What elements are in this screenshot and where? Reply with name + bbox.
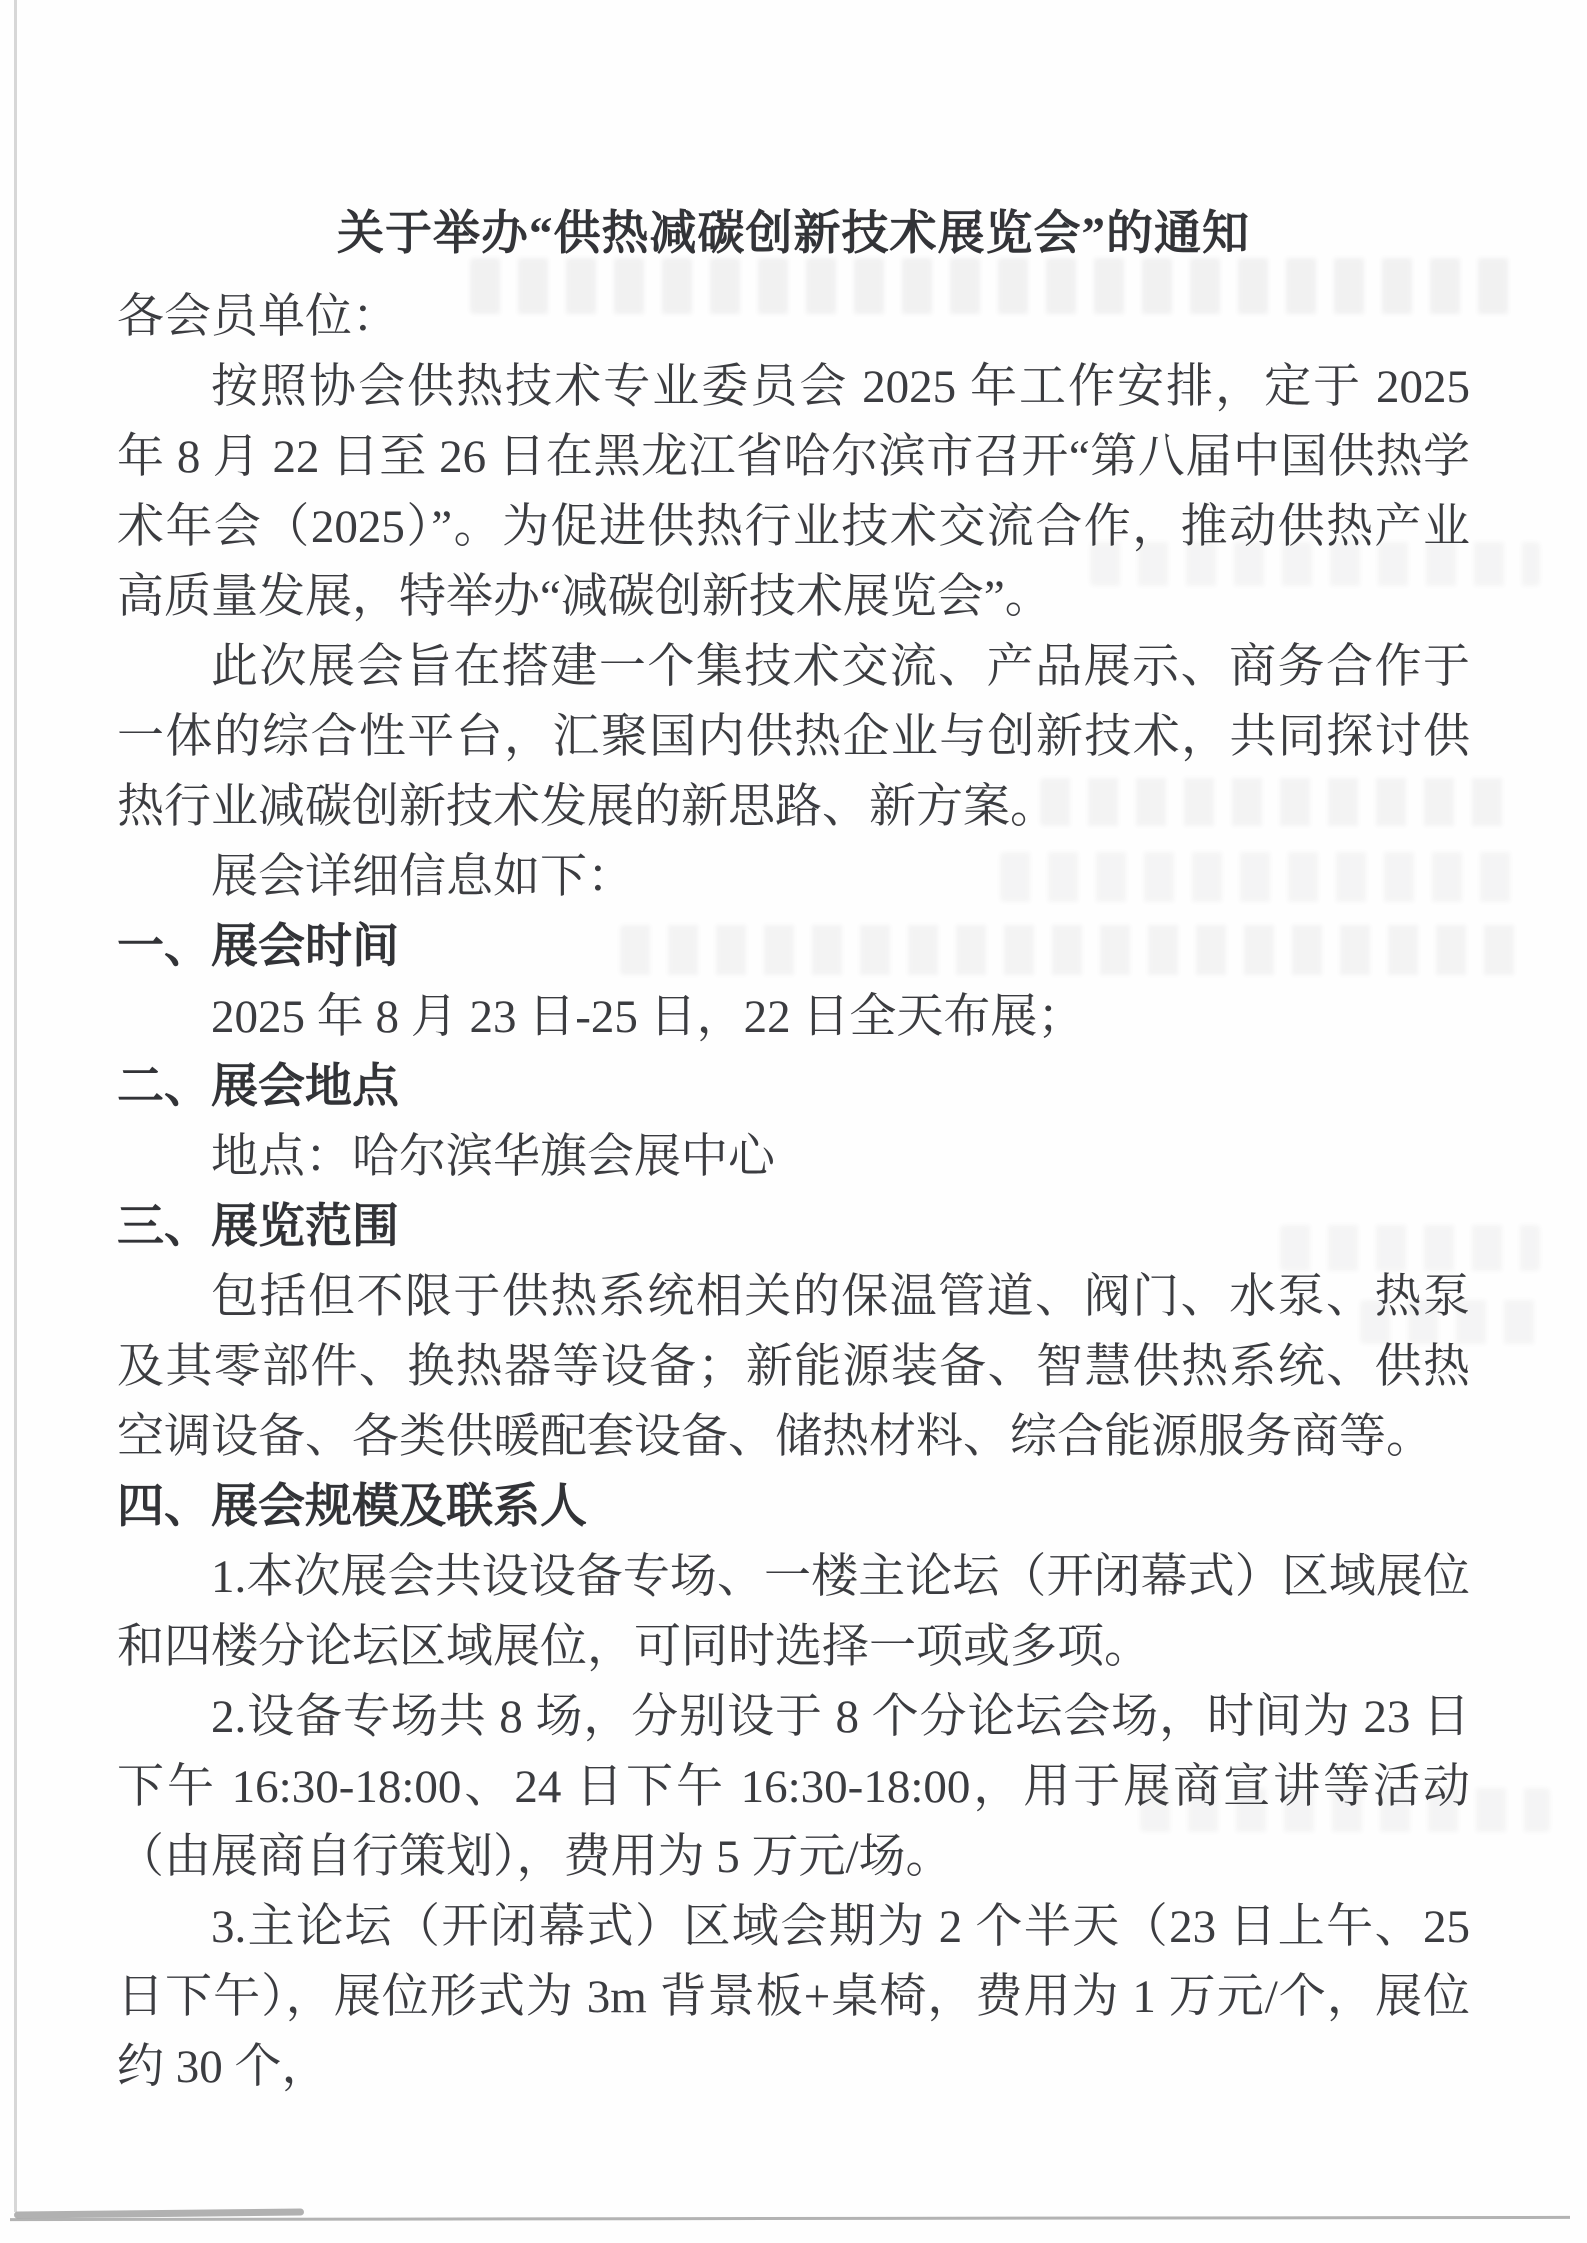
scan-edge-left-line (14, 0, 17, 2212)
section-3-paragraph: 包括但不限于供热系统相关的保温管道、阀门、水泵、热泵及其零部件、换热器等设备；新能源装备、智慧供热系统、供热空调设备、各类供暖配套设备、储热材料、综合能源服务商等。 (117, 1271, 1470, 1463)
intro-paragraph-2: 此次展会旨在搭建一个集技术交流、产品展示、商务合作于一体的综合性平台，汇聚国内供热企业与创新技术，共同探讨供热行业减碳创新技术发展的新思路、新方案。 (117, 641, 1470, 833)
section-heading-4: 四、展会规模及联系人 (117, 1481, 587, 1533)
section-4-paragraph-2: 2.设备专场共 8 场，分别设于 8 个分论坛会场，时间为 23 日下午 16:30-18:00、24 日下午 16:30-18:00，用于展商宣讲等活动（由展商自行策划），费用为 5 万元/场。 (117, 1691, 1470, 1883)
section-heading-1: 一、展会时间 (117, 921, 399, 973)
intro-paragraph-1: 按照协会供热技术专业委员会 2025 年工作安排，定于 2025 年 8 月 22 日至 26 日在黑龙江省哈尔滨市召开“第八届中国供热学术年会（2025）”。为促进供热行业技术交流合作，推动供热产业高质量发展，特举办“减碳创新技术展览会”。 (117, 361, 1470, 623)
section-heading-3: 三、展览范围 (117, 1201, 399, 1253)
section-4-paragraph-3: 3.主论坛（开闭幕式）区域会期为 2 个半天（23 日上午、25 日下午），展位形式为 3m 背景板+桌椅，费用为 1 万元/个，展位约 30 个， (117, 1901, 1470, 2093)
document-title: 关于举办“供热减碳创新技术展览会”的通知 (337, 208, 1250, 260)
scan-edge-bottom-line (10, 2216, 1570, 2221)
section-2-paragraph: 地点：哈尔滨华旗会展中心 (211, 1131, 775, 1183)
document-body (117, 198, 1470, 2102)
section-heading-2: 二、展会地点 (117, 1061, 399, 1113)
section-1-paragraph: 2025 年 8 月 23 日-25 日，22 日全天布展； (211, 991, 1085, 1043)
section-4-paragraph-1: 1.本次展会共设设备专场、一楼主论坛（开闭幕式）区域展位和四楼分论坛区域展位，可同时选择一项或多项。 (117, 1551, 1470, 1673)
intro-paragraph-3: 展会详细信息如下： (211, 851, 634, 903)
salutation: 各会员单位： (117, 291, 399, 343)
